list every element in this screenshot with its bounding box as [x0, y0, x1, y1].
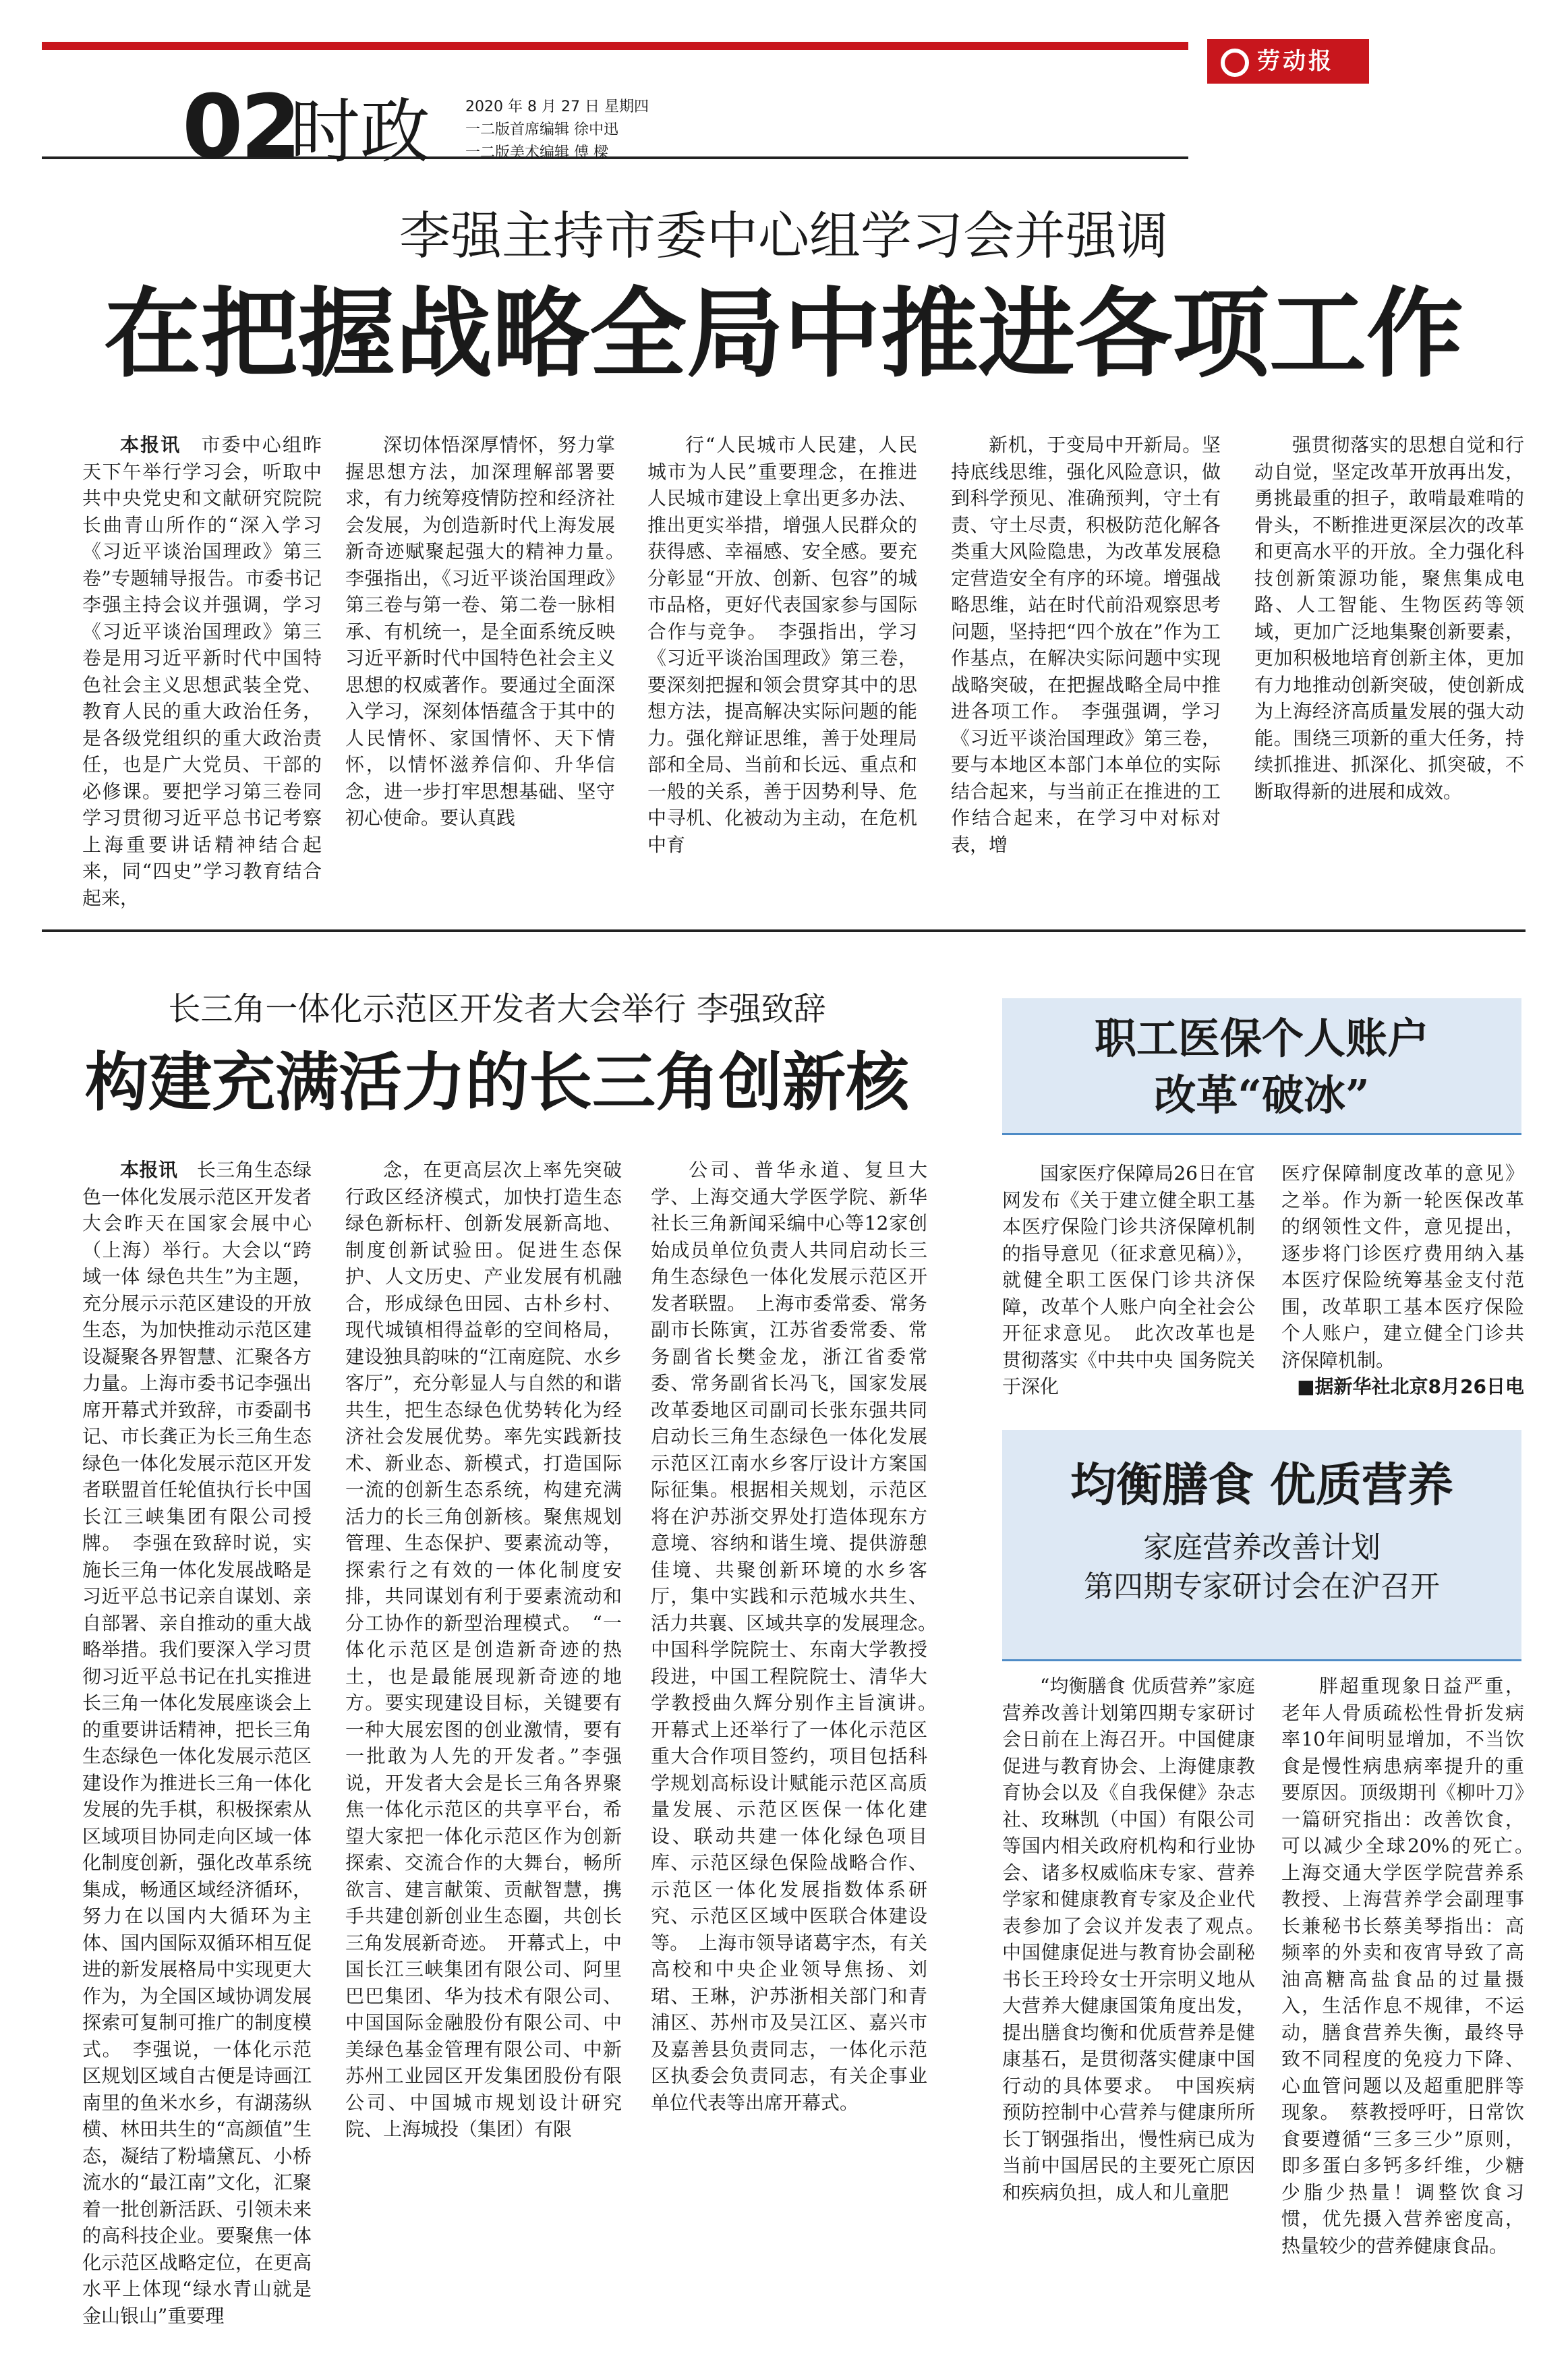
- masthead-red-rule: [42, 42, 1188, 50]
- article2-col1-text: 长三角生态绿色一体化发展示范区开发者大会昨天在国家会展中心（上海）举行。大会以“跨域一体 绿色共生”为主题，充分展示示范区建设的开放生态，为加快推动示范区建设凝聚各界智慧、汇聚各方力量。上海市委书记李强出席开幕式并致辞，市委副书记、市长龚正为长三角生态绿色一体化发展示范区开发者联盟首任轮值执行长中国长江三峡集团有限公司授牌。 李强在致辞时说，实施长三角一体化发展战略是习近平总书记亲自谋划、亲自部署、亲自推动的重大战略举措。我们要深入学习贯彻习近平总书记在扎实推进长三角一体化发展座谈会上的重要讲话精神，把长三角生态绿色一体化发展示范区建设作为推进长三角一体化发展的先手棋，积极探索从区域项目协同走向区域一体化制度创新，强化改革系统集成，畅通区域经济循环，努力在以国内大循环为主体、国内国际双循环相互促进的新发展格局中实现更大作为，为全国区域协调发展探索可复制可推广的制度模式。 李强说，一体化示范区规划区域自古便是诗画江南里的鱼米水乡，有湖荡纵横、林田共生的“高颜值”生态，凝结了粉墙黛瓦、小桥流水的“最江南”文化，汇聚着一批创新活跃、引领未来的高科技企业。要聚焦一体化示范区战略定位，在更高水平上体现“绿水青山就是金山银山”重要理: [82, 1159, 312, 2327]
- article2-column-3: 公司、普华永道、复旦大学、上海交通大学医学院、新华社长三角新闻采编中心等12家创始成员单位负责人共同启动长三角生态绿色一体化发展示范区开发者联盟。 上海市委常委、常务副市长陈寅，江苏省委常委、常务副省长樊金龙，浙江省委常委、常务副省长冯飞，国家发展改革委地区司副司长张东强共同启动长三角生态绿色一体化发展示范区江南水乡客厅设计方案国际征集。根据相关规划，示范区将在沪苏浙交界处打造体现东方意境、容纳和谐生境、提供游憩佳境、共聚创新环境的水乡客厅，集中实践和示范城水共生、活力共襄、区域共享的发展理念。 中国科学院院士、东南大学教授段进，中国工程院院士、清华大学教授曲久辉分别作主旨演讲。 开幕式上还举行了一体化示范区重大合作项目签约，项目包括科学规划高标设计赋能示范区高质量发展、示范区医保一体化建设、联动共建一体化绿色项目库、示范区绿色保险战略合作、示范区一体化发展指数体系研究、示范区区域中医联合体建设等。 上海市领导诸葛宇杰，有关高校和中央企业领导焦扬、刘珺、王琳，沪苏浙相关部门和青浦区、苏州市及吴江区、嘉兴市及嘉善县负责同志，一体化示范区执委会负责同志，有关企事业单位代表等出席开幕式。: [651, 1159, 947, 2114]
- article3-title-box: [1002, 998, 1521, 1133]
- page-number: 02: [182, 76, 299, 178]
- newspaper-name: 劳动报: [1257, 48, 1334, 75]
- article1-column-4: 新机，于变局中开新局。坚持底线思维，强化风险意识，做到科学预见、准确预判，守土有责、守土尽责，积极防范化解各类重大风险隐患，为改革发展稳定营造安全有序的环境。增强战略思维，站在时代前沿观察思考问题，坚持把“四个放在”作为工作基点，在解决实际问题中实现战略突破，在把握战略全局中推进各项工作。 李强强调，学习《习近平谈治国理政》第三卷，要与本地区本部门本单位的实际结合起来，与当前正在推进的工作结合起来，在学习中对标对表，增: [951, 434, 1221, 856]
- section-divider: [42, 929, 1526, 932]
- article3-title-line1: 职工医保个人账户: [1094, 1014, 1429, 1063]
- newspaper-masthead: [1207, 39, 1369, 84]
- article1-col1-text: 市委中心组昨天下午举行学习会，听取中共中央党史和文献研究院院长曲青山所作的“深入学习《习近平谈治国理政》第三卷”专题辅导报告。市委书记李强主持会议并强调，学习《习近平谈治国理政》第三卷是用习近平新时代中国特色社会主义思想武装全党、教育人民的重大政治任务，是各级党组织的重大政治责任，也是广大党员、干部的必修课。要把学习第三卷同学习贯彻习近平总书记考察上海重要讲话精神结合起来，同“四史”学习教育结合起来，: [82, 434, 322, 909]
- art-editor: 一二版美术编辑 傅 樑: [465, 144, 608, 161]
- article1-column-3: 行“人民城市人民建，人民城市为人民”重要理念，在推进人民城市建设上拿出更多办法、推出更实举措，增强人民群众的获得感、幸福感、安全感。要充分彰显“开放、创新、包容”的城市品格，更好代表国家参与国际合作与竞争。 李强指出，学习《习近平谈治国理政》第三卷，要深刻把握和领会贯穿其中的思想方法，提高解决实际问题的能力。强化辩证思维，善于处理局部和全局、当前和长远、重点和一般的关系，善于因势利导、危中寻机、化被动为主动，在危机中育: [647, 434, 917, 856]
- article1-subtitle: 李强主持市委中心组学习会并强调: [399, 206, 1168, 266]
- article3-title-line2: 改革“破冰”: [1154, 1070, 1370, 1120]
- article3-column-1: 国家医疗保障局26日在官网发布《关于建立健全职工基本医疗保险门诊共济保障机制的指导意见（征求意见稿）》，就健全职工医保门诊共济保障，改革个人账户向全社会公开征求意见。 此次改革也是贯彻落实《中共中央 国务院关于深化: [1002, 1162, 1255, 1398]
- article1-title: 在把握战略全局中推进各项工作: [103, 277, 1463, 391]
- article2-lead: 本报讯: [120, 1159, 178, 1181]
- article3-dateline: ■据新华社北京8月26日电: [1297, 1375, 1524, 1398]
- article4-subtitle-line1: 家庭营养改善计划: [1143, 1530, 1381, 1565]
- article3-column-2: [1281, 1160, 1524, 1400]
- article2-column-2: 念，在更高层次上率先突破行政区经济模式，加快打造生态绿色新标杆、创新发展新高地、制度创新试验田。促进生态保护、人文历史、产业发展有机融合，形成绿色田园、古朴乡村、现代城镇相得益彰的空间格局，建设独具韵味的“江南庭院、水乡客厅”，充分彰显人与自然的和谐共生，把生态绿色优势转化为经济社会发展优势。率先实践新技术、新业态、新模式，打造国际一流的创新生态系统，构建充满活力的长三角创新核。聚焦规划管理、生态保护、要素流动等，探索行之有效的一体化制度安排，共同谋划有利于要素流动和分工协作的新型治理模式。 “一体化示范区是创造新奇迹的热土，也是最能展现新奇迹的地方。要实现建设目标，关键要有一种大展宏图的创业激情，要有一批敢为人先的开发者。”李强说，开发者大会是长三角各界聚焦一体化示范区的共享平台，希望大家把一体化示范区作为创新探索、交流合作的大舞台，畅所欲言、建言献策、贡献智慧，携手共建创新创业生态圈，共创长三角发展新奇迹。 开幕式上，中国长江三峡集团有限公司、阿里巴巴集团、华为技术有限公司、中国国际金融股份有限公司、中美绿色基金管理有限公司、中新苏州工业园区开发集团股份有限公司、中国城市规划设计研究院、上海城投（集团）有限: [345, 1159, 622, 2140]
- article4-column-2: 胖超重现象日益严重，老年人骨质疏松性骨折发病率10年间明显增加，不当饮食是慢性病患病率提升的重要原因。顶级期刊《柳叶刀》一篇研究指出：改善饮食，可以减少全球20%的死亡。 上海交通大学医学院营养系教授、上海营养学会副理事长兼秘书长蔡美琴指出：高频率的外卖和夜宵导致了高油高糖高盐食品的过量摄入，生活作息不规律，不运动，膳食营养失衡，最终导致不同程度的免疫力下降、心血管问题以及超重肥胖等现象。 蔡教授呼吁，日常饮食要遵循“三多三少”原则，即多蛋白多钙多纤维，少糖少脂少热量！调整饮食习惯，优先摄入营养密度高，热量较少的营养健康食品。: [1281, 1675, 1544, 2257]
- chief-editor: 一二版首席编辑 徐中迅: [465, 121, 618, 138]
- article2-column-1: [82, 1157, 312, 2329]
- article1-column-5: 强贯彻落实的思想自觉和行动自觉，坚定改革开放再出发，勇挑最重的担子，敢啃最难啃的骨头，不断推进更深层次的改革和更高水平的开放。全力强化科技创新策源功能，聚焦集成电路、人工智能、生物医药等领域，更加广泛地集聚创新要素，更加积极地培育创新主体，更加有力地推动创新突破，使创新成为上海经济高质量发展的强大动能。围绕三项新的重大任务，持续抓推进、抓深化、抓突破，不断取得新的进展和成效。: [1254, 434, 1524, 803]
- article4-title-box: [1002, 1430, 1521, 1659]
- article1-lead: 本报讯: [120, 434, 181, 456]
- article4-column-1: “均衡膳食 优质营养”家庭营养改善计划第四期专家研讨会日前在上海召开。中国健康促进与教育协会、上海健康教育协会以及《自我保健》杂志社、玫琳凯（中国）有限公司等国内相关政府机构和行业协会、诸多权威临床专家、营养学家和健康教育专家及企业代表参加了会议并发表了观点。 中国健康促进与教育协会副秘书长王玲玲女士开宗明义地从大营养大健康国策角度出发，提出膳食均衡和优质营养是健康基石，是贯彻落实健康中国行动的具体要求。 中国疾病预防控制中心营养与健康所所长丁钢强指出，慢性病已成为当前中国居民的主要死亡原因和疾病负担，成人和儿童肥: [1002, 1675, 1275, 2204]
- article3-col2-text: 医疗保障制度改革的意见》之举。作为新一轮医保改革的纲领性文件，意见提出，逐步将门诊医疗费用纳入基本医疗保险统筹基金支付范围，改革职工基本医疗保险个人账户，建立健全门诊共济保障机制。: [1281, 1162, 1524, 1371]
- newspaper-logo-icon: [1221, 49, 1249, 77]
- issue-date: 2020 年 8 月 27 日 星期四: [465, 98, 649, 115]
- issue-info: [465, 96, 649, 165]
- article2-title: 构建充满活力的长三角创新核: [84, 1045, 909, 1120]
- article2-subtitle: 长三角一体化示范区开发者大会举行 李强致辞: [168, 990, 826, 1028]
- article3-title-underline: [1002, 1133, 1521, 1135]
- article4-title: 均衡膳食 优质营养: [1070, 1458, 1453, 1512]
- article1-column-2: 深切体悟深厚情怀，努力掌握思想方法，加深理解部署要求，有力统筹疫情防控和经济社会发展，为创造新时代上海发展新奇迹赋聚起强大的精神力量。 李强指出，《习近平谈治国理政》第三卷与第一卷、第二卷一脉相承、有机统一，是全面系统反映习近平新时代中国特色社会主义思想的权威著作。要通过全面深入学习，深刻体悟蕴含于其中的人民情怀、家国情怀、天下情怀，以情怀滋养信仰、升华信念，进一步打牢思想基础、坚守初心使命。要认真践: [345, 434, 635, 829]
- section-name: 时政: [290, 90, 431, 173]
- article4-title-underline: [1002, 1659, 1521, 1661]
- article4-subtitle-line2: 第四期专家研讨会在沪召开: [1084, 1570, 1440, 1604]
- article1-column-1: [82, 432, 322, 911]
